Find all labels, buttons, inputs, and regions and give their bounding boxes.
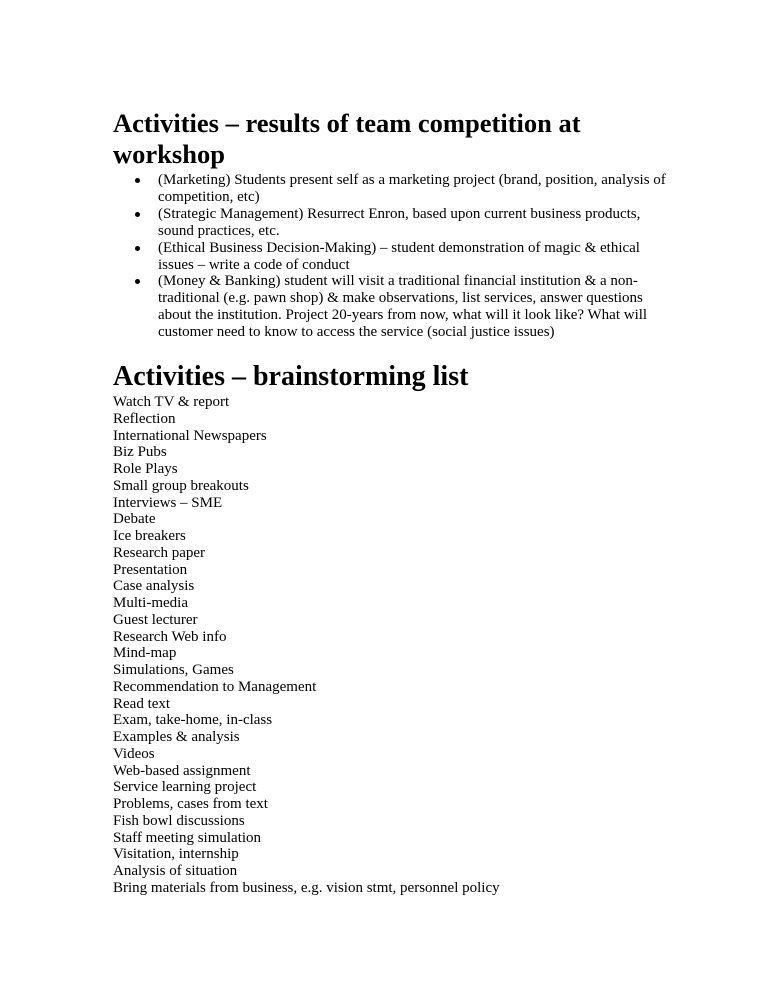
bullet-icon (135, 246, 140, 251)
list-item: Analysis of situation (113, 863, 238, 880)
document-page (113, 108, 673, 897)
list-item (158, 273, 673, 341)
list-item: Videos (113, 745, 155, 762)
list-item: Read text (113, 695, 171, 712)
list-item: Interviews – SME (113, 494, 223, 511)
list-item: Fish bowl discussions (113, 812, 245, 829)
list-item: Guest lecturer (113, 611, 198, 628)
list-item: Small group breakouts (113, 477, 249, 494)
list-item: Mind-map (113, 645, 177, 662)
list-item: Service learning project (113, 779, 257, 796)
list-item: Examples & analysis (113, 729, 240, 746)
bullet-icon (135, 279, 140, 284)
list-item (158, 172, 673, 206)
list-item-text: (Ethical Business Decision-Making) – student demonstration of magic & ethical issues – write a code of conduct (158, 239, 640, 273)
list-item (158, 240, 673, 274)
list-item: Watch TV & report (113, 394, 230, 411)
list-item: Debate (113, 511, 156, 528)
list-item: Visitation, internship (113, 846, 239, 863)
list-item: Ice breakers (113, 528, 186, 545)
list-item: Bring materials from business, e.g. vision stmt, personnel policy (113, 879, 500, 896)
bullet-icon (135, 178, 140, 183)
list-item-text: (Money & Banking) student will visit a traditional financial institution & a non-traditional (e.g. pawn shop) & make observations, list services, answer questions about the institution. Project 20-years from now, what will it look like? What will customer need to know to access the service (social justice issues) (158, 273, 648, 341)
list-item-text: (Marketing) Students present self as a marketing project (brand, position, analysis of competition, etc) (158, 172, 666, 205)
bullet-icon (135, 212, 140, 217)
brainstorming-list (113, 394, 673, 897)
list-item: Research Web info (113, 628, 227, 645)
section-heading-workshop-results: Activities – results of team competition at workshop (113, 108, 581, 169)
list-item: Multi-media (113, 595, 188, 612)
list-item: Case analysis (113, 578, 195, 595)
list-item: Reflection (113, 410, 176, 427)
workshop-results-list (113, 172, 673, 341)
list-item: Web-based assignment (113, 762, 251, 779)
list-item: Exam, take-home, in-class (113, 712, 273, 729)
list-item: Problems, cases from text (113, 796, 268, 813)
list-item: International Newspapers (113, 427, 267, 444)
list-item: Staff meeting simulation (113, 829, 262, 846)
list-item: Role Plays (113, 461, 178, 478)
list-item: Simulations, Games (113, 662, 234, 679)
list-item: Recommendation to Management (113, 678, 317, 695)
list-item: Biz Pubs (113, 444, 167, 461)
list-item: Presentation (113, 561, 188, 578)
list-item (158, 206, 673, 240)
list-item-text: (Strategic Management) Resurrect Enron, based upon current business products, sound practices, etc. (158, 205, 641, 239)
list-item: Research paper (113, 544, 206, 561)
section-heading-brainstorming: Activities – brainstorming list (113, 361, 469, 393)
